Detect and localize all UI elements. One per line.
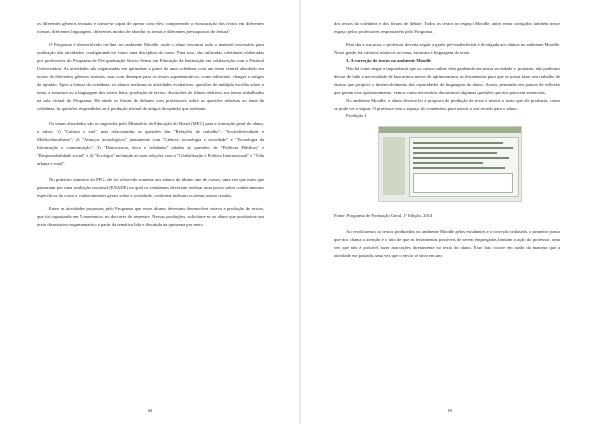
figure-text-line: [413, 142, 503, 143]
paragraph: O Programa é desenvolvido on-line, no ambiente Moodle, onde o aluno encontra todo o material necessário para realização das atividades, configurando-se como uma disciplina do curso. Para isso, são utilizadas coletâneas elaboradas por professores do Programa de Pós-graduação Stricto Sensu em Educação da Instituição em colaboração com a Pastoral Universitária. As atividades são organizadas em quinzenas a partir de uma coletânea com um tema central abordado em textos de diferentes gêneros textuais, mas com destaque para os textos argumentativos, como editoriais, charges e artigos de opinião. Após a leitura da coletânea, os alunos realizam as atividades avaliativas: questões de múltipla escolha sobre o tema, a estrutura ou a linguagem dos textos lidos; produção de textos; discussões de filmes relativos aos temas trabalhados na sala virtual do Programa. Há ainda os fóruns de debates com professores sobre as questões relativas ao tema da coletânea, às questões respondidas ou à produção textual de artigos de opinião que realizam.: [37, 41, 264, 111]
paragraph: Não há como negar a importância que os cursos online vêm ganhando em nossa sociedade e, portanto, não podemos deixar de lado a necessidade de buscarmos meios de aprimorarmos as ferramentas para que se possa fazer um trabalho de ensino que propicie o desenvolvimento das capacidades de linguagem do aluno. Assim, pensando em pontos de reflexão que geram esse aprimoramento, vemos como necessário discutirmos algumas questões que nos parecem essenciais.: [334, 65, 560, 95]
page-number: 68: [147, 408, 153, 413]
section-heading: 3. A correção de textos no ambiente Moodle: [346, 57, 432, 63]
paragraph: No primeiro semestre do PFG, ele foi oferecido somente aos alunos do último ano de cursos, uma vez que estes que passariam por uma avaliação nacional (ENADE) na qual os estudantes deveriam realizar uma prova sobre conhecimentos específicos do curso e conhecimentos gerais sobre a sociedade, conforme indicam os temas acima citados.: [37, 177, 264, 199]
paragraph: dos textos da coletânea e dos fóruns de debate. Todos os textos no espaço Moodle, antes eram corrigidos também nesse espaço pelos professores responsáveis pelo Programa.: [334, 21, 560, 34]
paragraph: Para dar a sua nota, o professor deveria seguir a grade pré-estabelecida e divulgada aos alunos no ambiente Moodle. Nesta grade, há critérios relativos ao tema, estrutura e linguagem do texto.: [334, 41, 560, 55]
right-page-text: [334, 20, 560, 260]
figure-sidebar: [383, 137, 405, 195]
figure-comment-box: [413, 173, 513, 193]
figure-text-line: [413, 162, 483, 163]
paragraph: Ao verificarmos os textos produzidos no ambiente Moodle pelos estudantes e a correção realizada, o primeiro ponto que nos chama a atenção é o fato de que as ferramentas possíveis de serem empregadas limitam a ação do professor, uma vez que não é possível fazer marcações diretamente no texto do aluno. Esse fato ocorre em razão da maneira que a atividade era postada, uma vez que o envio se dava em um: [334, 229, 560, 259]
paragraph: No ambiente Moodle, o aluno deveria ler a proposta de produção de texto e inserir o texto que ele produziu, como se pode ver a seguir. O professor tem o espaço do comentário para inserir o seu recado para o aluno:: [334, 97, 560, 111]
figure-text-line: [413, 167, 505, 168]
figure-text-line: [413, 157, 509, 158]
figure-text-line: [413, 152, 497, 153]
paragraph: Entre as atividades propostas pelo Programa que esses alunos deveriam desenvolver estava a produção de textos, que foi organizada em 5 momentos, no decorrer do semestre. Nessas produções, solicitava-se ao aluno que produzisse um texto dissertativo-argumentativo a partir da temática lida e discutida na quinzena por meio: [37, 206, 264, 227]
figure-source: Fonte: Programa de Formação Geral, 1ª Edição, 2014: [334, 213, 433, 219]
figure-text-line: [413, 147, 513, 148]
figure-label: Produção 1: [346, 113, 367, 119]
left-page-text: [37, 20, 264, 229]
figure-header-bar: [379, 127, 521, 133]
paragraph: Os temas abordados são os sugeridos pelo Ministério da Educação do Brasil (MEC) para a formação geral do aluno, a saber: 1) "Cultura e arte" mas relacionadas as questões das "Relações de trabalho"; "Sociodiversidade e Multiculturalismo"; 2) "Avanços tecnológicos" juntamente com "Ciência, tecnologia e sociedade" e "Tecnologia da Informação e comunicação"; 3) "Democracia, ética e cidadania" aliadas às questões de "Políticas Públicas" e "Responsabilidade social" e 4) "Ecologia" incluindo as suas relações com a "Globalização e Política Internacional" e "Vida urbana e rural".: [37, 121, 264, 167]
right-page: [300, 0, 600, 424]
paragraph: os diferentes gêneros textuais e tornar-se capaz de operar com eles; compreender a estruturação dos textos em diferentes formas, diferentes linguagens, diferentes modos de abordar os temas e diferentes pressupostos de leitura".: [37, 21, 264, 34]
moodle-screenshot-figure: [378, 126, 522, 202]
page-number: 69: [447, 408, 453, 413]
